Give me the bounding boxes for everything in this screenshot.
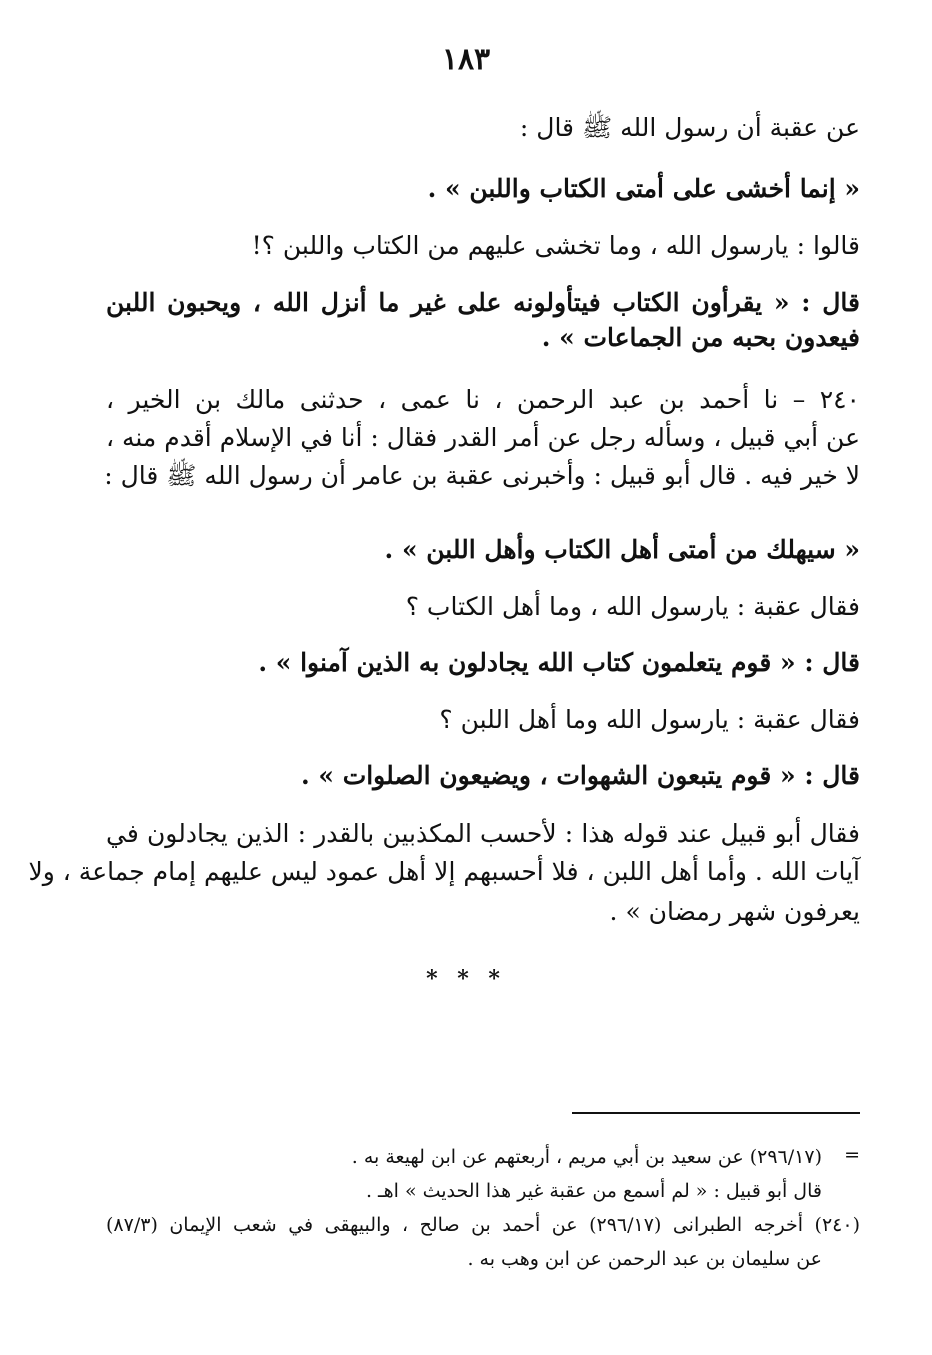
hadith-quote: قال : « قوم يتبعون الشهوات ، ويضيعون الصلوات » . <box>300 761 860 790</box>
footnote-line: عن سليمان بن عبد الرحمن عن ابن وهب به . <box>467 1248 822 1270</box>
footnote-line: (٢٩٦/١٧) عن سعيد بن أبي مريم ، أربعتهم عن ابن لهيعة به . <box>351 1146 822 1168</box>
text-line: عن عقبة أن رسول الله ﷺ قال : <box>519 113 860 142</box>
section-separator: * * * <box>426 966 506 992</box>
hadith-quote: قال : « قوم يتعلمون كتاب الله يجادلون به الذين آمنوا » . <box>258 648 860 677</box>
text-line: فقال عقبة : يارسول الله وما أهل اللبن ؟ <box>439 705 860 734</box>
footnote-divider <box>572 1112 860 1114</box>
footnote-line: قال أبو قبيل : « لم أسمع من عقبة غير هذا الحديث » اهـ . <box>365 1180 822 1202</box>
hadith-quote: « إنما أخشى على أمتى الكتاب واللبن » . <box>427 174 860 203</box>
hadith-quote: « سيهلك من أمتى أهل الكتاب وأهل اللبن » . <box>384 535 860 564</box>
page-number: ١٨٣ <box>441 42 491 77</box>
text-line: آيات الله . وأما أهل اللبن ، فلا أحسبهم إلا أهل عمود ليس عليهم إمام جماعة ، ولا <box>28 857 860 886</box>
footnote-continuation-mark: = <box>844 1144 860 1166</box>
text-line: لا خير فيه . قال أبو قبيل : وأخبرنى عقبة بن عامر أن رسول الله ﷺ قال : <box>104 461 860 490</box>
text-line: عن أبي قبيل ، وسأله رجل عن أمر القدر فقال : أنا في الإسلام أقدم منه ، <box>105 423 860 452</box>
hadith-quote: قال : « يقرأون الكتاب فيتأولونه على غير ما أنزل الله ، ويحبون اللبن <box>106 288 860 317</box>
hadith-quote: فيعدون بحبه من الجماعات » . <box>541 323 860 352</box>
text-line: يعرفون شهر رمضان » . <box>609 897 860 926</box>
footnote-240: (٢٤٠) أخرجه الطبرانى (٢٩٦/١٧) عن أحمد بن صالح ، والبيهقى في شعب الإيمان (٨٧/٣) <box>106 1214 860 1236</box>
text-line: فقال عقبة : يارسول الله ، وما أهل الكتاب ؟ <box>405 592 860 621</box>
hadith-240-line: ٢٤٠ – نا أحمد بن عبد الرحمن ، نا عمى ، حدثنى مالك بن الخير ، <box>106 385 860 414</box>
text-line: فقال أبو قبيل عند قوله هذا : لأحسب المكذبين بالقدر : الذين يجادلون في <box>106 819 860 848</box>
text-line: قالوا : يارسول الله ، وما تخشى عليهم من الكتاب واللبن ؟! <box>251 231 860 260</box>
